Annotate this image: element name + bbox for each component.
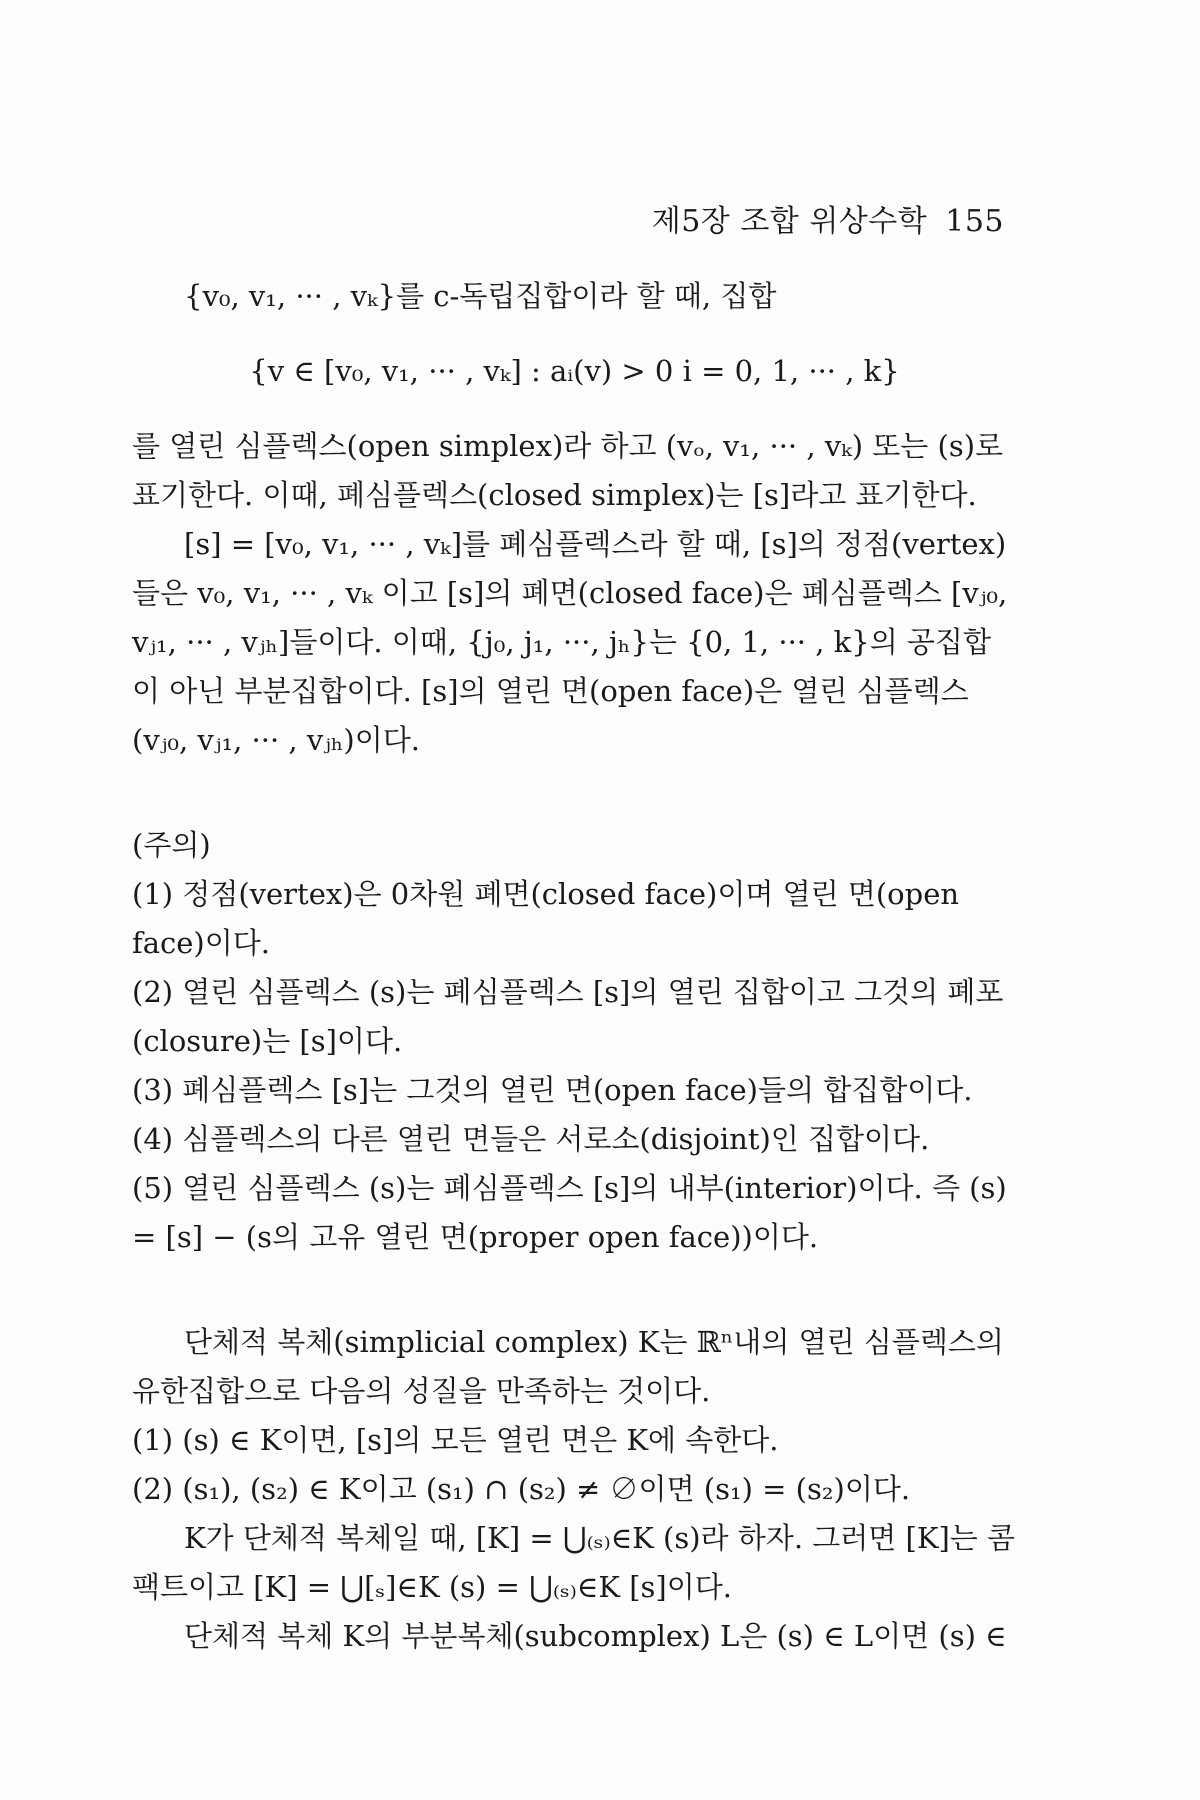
running-header (652, 196, 1004, 240)
paragraph-subcomplex: 단체적 복체 K의 부분복체(subcomplex) L은 (s) ∈ L이면 (s) ∈ (184, 1619, 1007, 1653)
condition-1: (1) (s) ∈ K이면, [s]의 모든 열린 면은 K에 속한다. (132, 1423, 779, 1457)
page-body (132, 272, 1017, 1661)
paragraph-intro: {v₀, v₁, ··· , vₖ}를 c-독립집합이라 할 때, 집합 (184, 279, 777, 313)
paragraph-open-simplex: 를 열린 심플렉스(open simplex)라 하고 (vₒ, v₁, ··· , vₖ) 또는 (s)로 표기한다. 이때, 폐심플렉스(closed simplex)는 [s]라고 표기한다. (132, 429, 1004, 512)
note-item: (4) 심플렉스의 다른 열린 면들은 서로소(disjoint)인 집합이다. (132, 1122, 930, 1156)
open-simplex-formula: {v ∈ [v₀, v₁, ··· , vₖ] : aᵢ(v) > 0 i = 0, 1, ··· , k} (249, 354, 900, 388)
paragraph-simplicial-complex: 단체적 복체(simplicial complex) K는 ℝⁿ내의 열린 심플렉스의 유한집합으로 다음의 성질을 만족하는 것이다. (132, 1325, 1004, 1408)
paragraph-polyhedron: K가 단체적 복체일 때, [K] = ⋃₍ₛ₎∈K (s)라 하자. 그러면 [K]는 콤팩트이고 [K] = ⋃[ₛ]∈K (s) = ⋃₍ₛ₎∈K [s]이다. (132, 1521, 1016, 1604)
note-item: (2) 열린 심플렉스 (s)는 폐심플렉스 [s]의 열린 집합이고 그것의 폐포(closure)는 [s]이다. (132, 975, 1004, 1058)
note-item: (3) 폐심플렉스 [s]는 그것의 열린 면(open face)들의 합집합이다. (132, 1073, 973, 1107)
paragraph-closed-simplex: [s] = [v₀, v₁, ··· , vₖ]를 폐심플렉스라 할 때, [s]의 정점(vertex)들은 v₀, v₁, ··· , vₖ 이고 [s]의 폐면(closed face)은 폐심플렉스 [vⱼ₀, vⱼ₁, ··· , vⱼₕ]들이다. 이때, {j₀, j₁, ···, jₕ}는 {0, 1, ··· , k}의 공집합이 아닌 부분집합이다. [s]의 열린 면(open face)은 열린 심플렉스 (vⱼ₀, vⱼ₁, ··· , vⱼₕ)이다. (132, 527, 1008, 757)
note-item: (1) 정점(vertex)은 0차원 폐면(closed face)이며 열린 면(open face)이다. (132, 877, 960, 960)
page-number: 155 (945, 204, 1004, 239)
chapter-title: 제5장 조합 위상수학 (651, 204, 928, 239)
condition-2: (2) (s₁), (s₂) ∈ K이고 (s₁) ∩ (s₂) ≠ ∅이면 (s₁) = (s₂)이다. (132, 1472, 911, 1506)
note-item: (5) 열린 심플렉스 (s)는 폐심플렉스 [s]의 내부(interior)이다. 즉 (s) = [s] − (s의 고유 열린 면(proper open face))이다. (132, 1171, 1007, 1254)
note-heading: (주의) (132, 828, 211, 862)
